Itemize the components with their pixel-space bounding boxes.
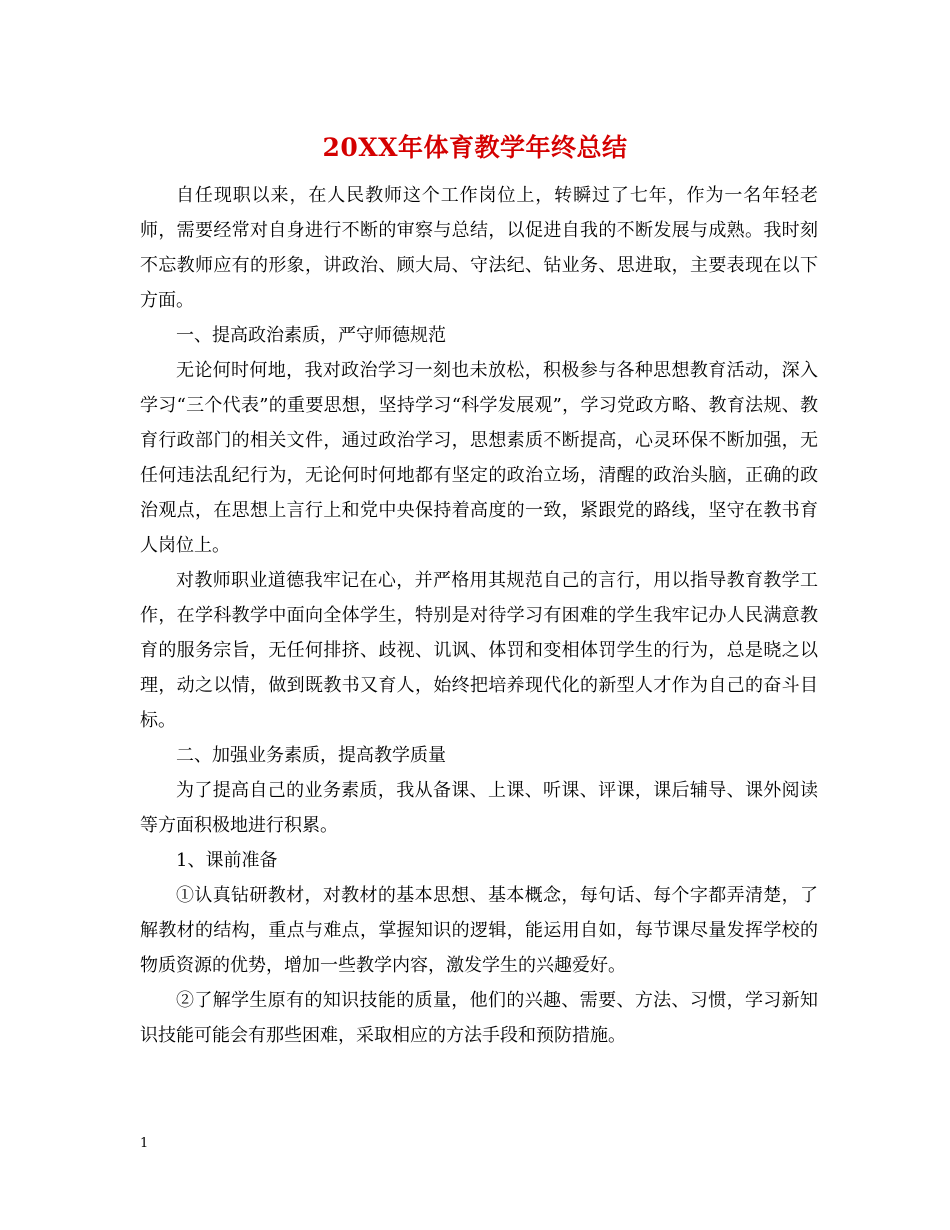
document-title: 20XX年体育教学年终总结 (322, 133, 628, 162)
subsection-heading: 1、课前准备 (176, 850, 278, 871)
paragraph-intro: 自任现职以来，在人民教师这个工作岗位上，转瞬过了七年，作为一名年轻老师，需要经常对自身进行不断的审察与总结，以促进自我的不断发展与成熟。我时刻不忘教师应有的形象，讲政治、顾大局、守法纪、钻业务、思进取，主要表现在以下方面。 (140, 185, 818, 311)
section-heading-2: 二、加强业务素质，提高教学质量 (176, 745, 446, 766)
document-body (140, 178, 818, 1053)
paragraph: ②了解学生原有的知识技能的质量，他们的兴趣、需要、方法、习惯，学习新知识技能可能会有那些困难，采取相应的方法手段和预防措施。 (140, 990, 818, 1046)
section-heading-1: 一、提高政治素质，严守师德规范 (176, 325, 446, 346)
paragraph: ①认真钻研教材，对教材的基本思想、基本概念，每句话、每个字都弄清楚，了解教材的结构，重点与难点，掌握知识的逻辑，能运用自如，每节课尽量发挥学校的物质资源的优势，增加一些教学内容，激发学生的兴趣爱好。 (140, 885, 818, 976)
paragraph: 为了提高自己的业务素质，我从备课、上课、听课、评课，课后辅导、课外阅读等方面积极地进行积累。 (140, 780, 818, 836)
page-number: 1 (140, 1136, 149, 1151)
paragraph: 对教师职业道德我牢记在心，并严格用其规范自己的言行，用以指导教育教学工作，在学科教学中面向全体学生，特别是对待学习有困难的学生我牢记办人民满意教育的服务宗旨，无任何排挤、歧视、讥讽、体罚和变相体罚学生的行为，总是晓之以理，动之以情，做到既教书又育人，始终把培养现代化的新型人才作为自己的奋斗目标。 (140, 570, 818, 731)
paragraph: 无论何时何地，我对政治学习一刻也未放松，积极参与各种思想教育活动，深入学习“三个代表”的重要思想，坚持学习“科学发展观”，学习党政方略、教育法规、教育行政部门的相关文件，通过政治学习，思想素质不断提高，心灵环保不断加强，无任何违法乱纪行为，无论何时何地都有坚定的政治立场，清醒的政治头脑，正确的政治观点，在思想上言行上和党中央保持着高度的一致，紧跟党的路线，坚守在教书育人岗位上。 (140, 360, 818, 556)
